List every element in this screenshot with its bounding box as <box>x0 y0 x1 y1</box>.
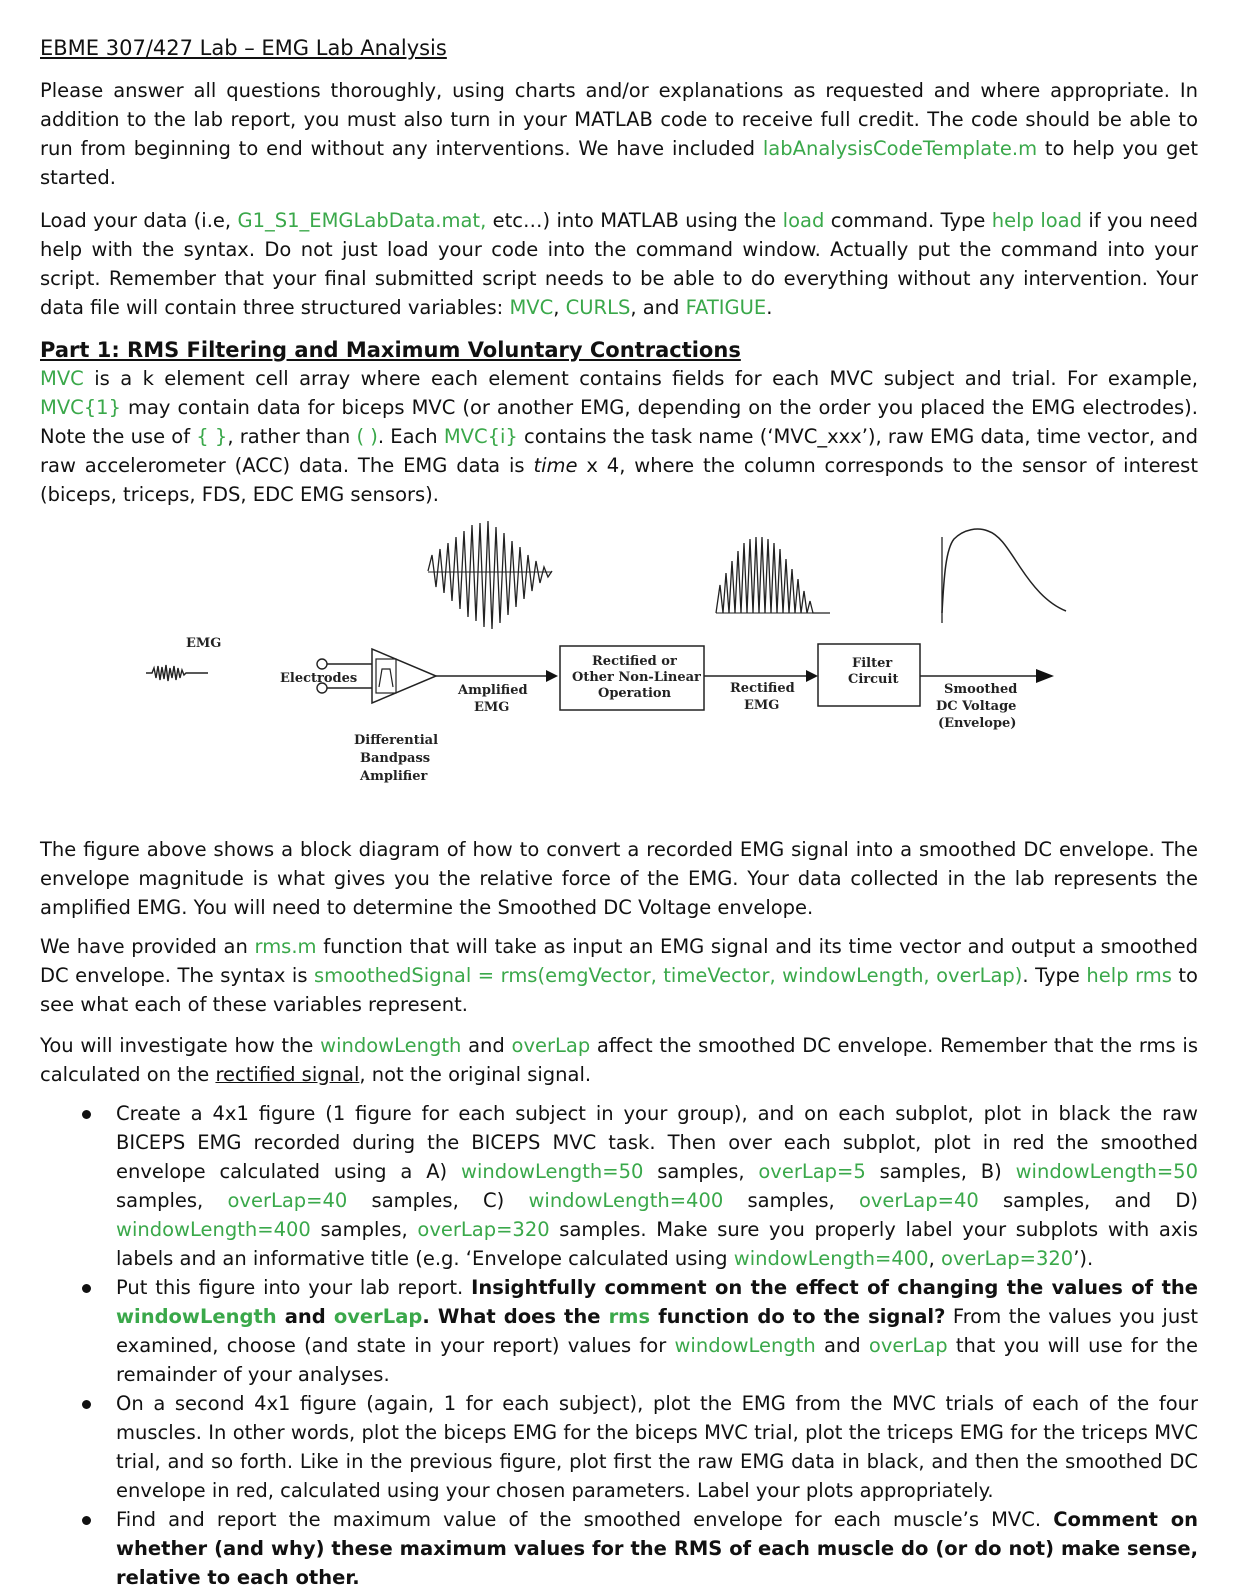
mvc-paragraph: MVC is a k element cell array where each element contains fields for each MVC subject and trial. For example, MVC{1} may contain data for biceps MVC (or another EMG, depending on the order you placed the EMG electrodes). Note the use of { }, rather than ( ). Each MVC{i} contains the task name (‘MVC_xxx’), raw EMG data, time vector, and raw accelerometer (ACC) data. The EMG data is time x 4, where the column corresponds to the sensor of interest (biceps, triceps, FDS, EDC EMG sensors). <box>40 367 1199 506</box>
rms-paragraph: We have provided an rms.m function that will take as input an EMG signal and its time vector and output a smoothed DC envelope. The syntax is smoothedSignal = rms(emgVector, timeVector, windowLength, overLap). Type help rms to see what each of these variables represent. <box>40 935 1198 1016</box>
template-filename: labAnalysisCodeTemplate.m <box>762 137 1038 160</box>
figure-description: The figure above shows a block diagram of how to convert a recorded EMG signal into a smoothed DC envelope. The envelope magnitude is what gives you the relative force of the EMG. Your data collected in the lab represents the amplified EMG. You will need to determine the Smoothed DC Voltage envelope. <box>40 838 1198 919</box>
electrode-top <box>317 659 327 669</box>
raw-emg-waveform <box>146 665 208 681</box>
electrodes-label: Electrodes <box>280 671 358 686</box>
bullet-icon <box>82 1516 91 1525</box>
bullet-icon <box>82 1110 91 1119</box>
page-title: EBME 307/427 Lab – EMG Lab Analysis <box>40 36 447 60</box>
amplifier-label-line1: Differential <box>354 733 439 748</box>
rectified-emg-waveform <box>716 537 830 613</box>
smoothed-label-line3: (Envelope) <box>938 716 1017 731</box>
intro-paragraph: Please answer all questions thoroughly, using charts and/or explanations as requested and where appropriate. In addition to the lab report, you must also turn in your MATLAB code to receive full credit. The code should be able to run from beginning to end without any interventions. We have included labAnalysisCodeTemplate.m to help you get started. <box>40 79 1199 189</box>
document-page <box>40 34 1198 1592</box>
filter-box-line2: Circuit <box>848 672 899 687</box>
amplifier-symbol <box>372 649 436 703</box>
amplifier-label-line3: Amplifier <box>360 769 428 784</box>
part1-heading: Part 1: RMS Filtering and Maximum Voluntary Contractions <box>40 338 741 362</box>
rectifier-box-line2: Other Non-Linear <box>572 670 701 685</box>
emg-label: EMG <box>186 636 222 651</box>
load-paragraph: Load your data (i.e, G1_S1_EMGLabData.mat, etc…) into MATLAB using the load command. Type help load if you need help with the syntax. Do not just load your code into the command window. Actually put the command into your script. Remember that your final submitted script needs to be able to do everything without any intervention. Your data file will contain three structured variables: MVC, CURLS, and FATIGUE. <box>40 209 1198 319</box>
amplified-label-line1: Amplified <box>458 683 528 698</box>
smoothed-envelope-curve <box>942 529 1066 613</box>
rectifier-box-line1: Rectified or <box>592 654 677 669</box>
amplified-label-line2: EMG <box>474 700 510 715</box>
list-item: Create a 4x1 figure (1 figure for each subject in your group), and on each subplot, plot in black the raw BICEPS EMG recorded during the BICEPS MVC task. Then over each subplot, plot in red the smoothed envelope calculated using a A) windowLength=50 samples, overLap=5 samples, B) windowLength=50 samples, overLap=40 samples, C) windowLength=400 samples, overLap=40 samples, and D) windowLength=400 samples, overLap=320 samples. Make sure you properly label your subplots with axis labels and an informative title (e.g. ‘Envelope calculated using windowLength=400, overLap=320’). <box>40 1099 1198 1273</box>
list-item: On a second 4x1 figure (again, 1 for each subject), plot the EMG from the MVC trials of each of the four muscles. In other words, plot the biceps EMG for the biceps MVC trial, plot the triceps EMG for the triceps MVC trial, and so forth. Like in the previous figure, plot first the raw EMG data in black, and then the smoothed DC envelope in red, calculated using your chosen parameters. Label your plots appropriately. <box>40 1389 1198 1505</box>
smoothed-label-line1: Smoothed <box>944 682 1018 697</box>
arrow-2 <box>806 670 818 682</box>
rectified-label-line2: EMG <box>744 698 780 713</box>
data-filename: G1_S1_EMGLabData.mat, <box>237 209 487 232</box>
bullet-icon <box>82 1400 91 1409</box>
emg-block-diagram <box>40 515 1198 825</box>
filter-box-line1: Filter <box>852 656 893 671</box>
investigate-paragraph: You will investigate how the windowLength and overLap affect the smoothed DC envelope. Remember that the rms is calculated on the rectified signal, not the original signal. <box>40 1034 1198 1086</box>
amplifier-label-line2: Bandpass <box>360 751 431 766</box>
emg-block-diagram-svg <box>40 515 1198 825</box>
arrow-1 <box>546 670 558 682</box>
rms-syntax: smoothedSignal = rms(emgVector, timeVector, windowLength, overLap) <box>314 964 1023 987</box>
rectified-label-line1: Rectified <box>730 681 795 696</box>
output-arrow <box>1036 669 1054 683</box>
task-list <box>40 1099 1198 1592</box>
list-item: Find and report the maximum value of the smoothed envelope for each muscle’s MVC. Comment on whether (and why) these maximum values for the RMS of each muscle do (or do not) make sense, relative to each other. <box>40 1505 1198 1592</box>
smoothed-label-line2: DC Voltage <box>936 699 1017 714</box>
list-item: Put this figure into your lab report. Insightfully comment on the effect of changing the values of the windowLength and overLap. What does the rms function do to the signal? From the values you just examined, choose (and state in your report) values for windowLength and overLap that you will use for the remainder of your analyses. <box>40 1273 1198 1389</box>
amplified-emg-waveform <box>428 521 552 629</box>
rectifier-box-line3: Operation <box>598 686 672 701</box>
bullet-icon <box>82 1284 91 1293</box>
